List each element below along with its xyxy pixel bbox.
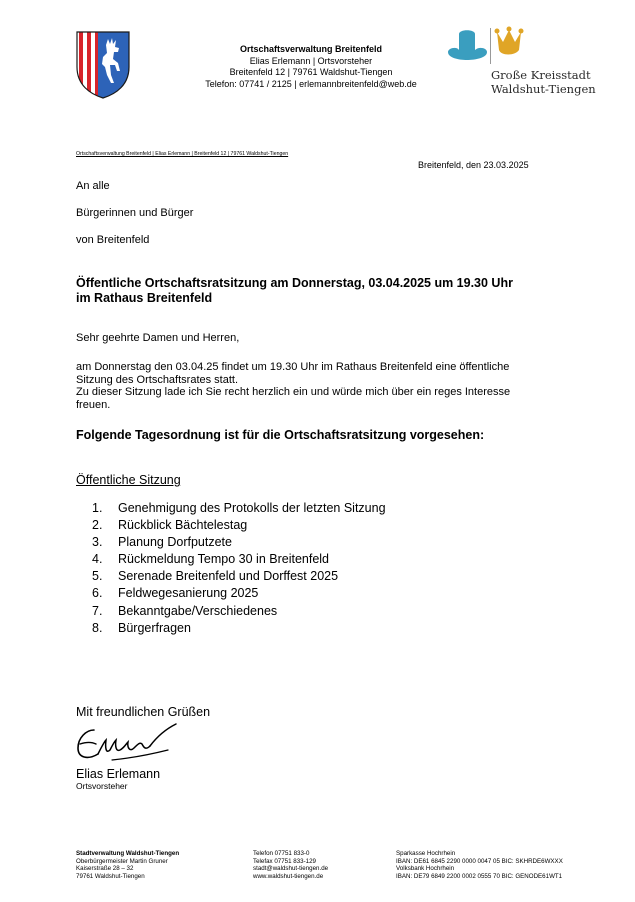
recipient-line-1: An alle (76, 180, 110, 192)
footer-bank-2-name: Volksbank Hochrhein (396, 865, 455, 873)
footer-mayor: Oberbürgermeister Martin Gruner (76, 857, 168, 865)
agenda-item-text: Genehmigung des Protokolls der letzten Sitzung (118, 501, 386, 515)
agenda-list (92, 501, 386, 638)
body-line-4: freuen. (76, 398, 111, 411)
letterhead-address: Breitenfeld 12 | 79761 Waldshut-Tiengen (229, 67, 393, 77)
agenda-item-number: 1. (92, 501, 103, 515)
letterhead-org-name: Ortschaftsverwaltung Breitenfeld (239, 44, 383, 54)
handwritten-signature (72, 720, 182, 768)
letterhead-contact: Telefon: 07741 / 2125 | erlemannbreitenfeld@web.de (205, 78, 417, 89)
footer-street: Kaiserstraße 28 – 32 (76, 865, 134, 873)
signer-name: Elias Erlemann (76, 767, 161, 781)
body-line-1: am Donnerstag den 03.04.25 findet um 19.30 Uhr im Rathaus Breitenfeld eine öffentliche (76, 361, 510, 373)
footer-phone: Telefon 07751 833-0 (253, 850, 310, 857)
agenda-item (92, 604, 386, 621)
footer-city-address (76, 850, 179, 880)
coat-of-arms-logo (76, 31, 130, 99)
sender-return-address: Ortschaftsverwaltung Breitenfeld | Elias Erlemann | Breitenfeld 12 | 79761 Waldshut-Tiengen (76, 151, 289, 157)
footer-bank-1-name: Sparkasse Hochrhein (396, 850, 456, 857)
agenda-item (92, 518, 386, 535)
footer-fax: Telefax 07751 833-129 (253, 857, 316, 865)
subject-line-1: Öffentliche Ortschaftsratsitzung am Donnerstag, 03.04.2025 um 19.30 Uhr (76, 276, 513, 290)
agenda-item-text: Rückblick Bächtelestag (118, 518, 248, 533)
footer-bank-1-iban: IBAN: DE61 6845 2290 0000 0047 05 BIC: SKHRDE6WXXX (396, 857, 563, 865)
signer-role: Ortsvorsteher (76, 781, 128, 791)
agenda-item-text: Bekanntgabe/Verschiedenes (118, 603, 278, 618)
recipient-line-3: von Breitenfeld (76, 234, 150, 246)
letterhead-person: Elias Erlemann | Ortsvorsteher (249, 55, 373, 66)
agenda-item-number: 6. (92, 586, 103, 601)
body-paragraph (76, 361, 556, 411)
agenda-item (92, 501, 386, 518)
agenda-item-text: Serenade Breitenfeld und Dorffest 2025 (118, 569, 339, 584)
closing-greeting: Mit freundlichen Grüßen (76, 705, 211, 719)
agenda-item (92, 552, 386, 569)
agenda-item-text: Bürgerfragen (118, 620, 191, 635)
city-logo-line2: Waldshut-Tiengen (491, 82, 596, 96)
footer-website: www.waldshut-tiengen.de (253, 872, 324, 880)
footer-bank-2-iban: IBAN: DE79 6849 2200 0002 0555 70 BIC: GENODE61WT1 (396, 872, 563, 880)
letter-subject (76, 276, 556, 306)
body-line-3: Zu dieser Sitzung lade ich Sie recht herzlich ein und würde mich über ein reges Interesse (76, 386, 511, 398)
city-logo-wordmark (491, 68, 596, 96)
agenda-item-text: Rückmeldung Tempo 30 in Breitenfeld (118, 552, 330, 567)
agenda-item (92, 586, 386, 603)
footer-contact (253, 850, 328, 880)
footer-email: stadt@waldshut-tiengen.de (253, 865, 329, 873)
agenda-item-number: 4. (92, 552, 103, 567)
letterhead (150, 44, 472, 90)
salutation: Sehr geehrte Damen und Herren, (76, 332, 240, 344)
agenda-item-number: 5. (92, 569, 103, 584)
agenda-item-number: 7. (92, 603, 103, 618)
section-title: Öffentliche Sitzung (76, 473, 181, 487)
footer-city-name: Stadtverwaltung Waldshut-Tiengen (76, 850, 180, 857)
subject-line-2: im Rathaus Breitenfeld (76, 291, 213, 305)
body-line-2: Sitzung des Ortschaftsrates statt. (76, 373, 239, 386)
footer-zip-city: 79761 Waldshut-Tiengen (76, 872, 145, 880)
agenda-item (92, 535, 386, 552)
agenda-intro: Folgende Tagesordnung ist für die Ortschaftsratsitzung vorgesehen: (76, 428, 485, 442)
agenda-item (92, 569, 386, 586)
agenda-item-number: 8. (92, 620, 103, 635)
letter-date: Breitenfeld, den 23.03.2025 (418, 160, 529, 170)
agenda-item-text: Feldwegesanierung 2025 (118, 586, 259, 601)
agenda-item (92, 621, 386, 638)
agenda-item-number: 2. (92, 518, 103, 533)
footer-bank (396, 850, 563, 880)
agenda-item-text: Planung Dorfputzete (118, 535, 232, 550)
recipient-line-2: Bürgerinnen und Bürger (76, 207, 194, 219)
agenda-item-number: 3. (92, 535, 103, 550)
city-logo-line1: Große Kreisstadt (491, 68, 591, 82)
